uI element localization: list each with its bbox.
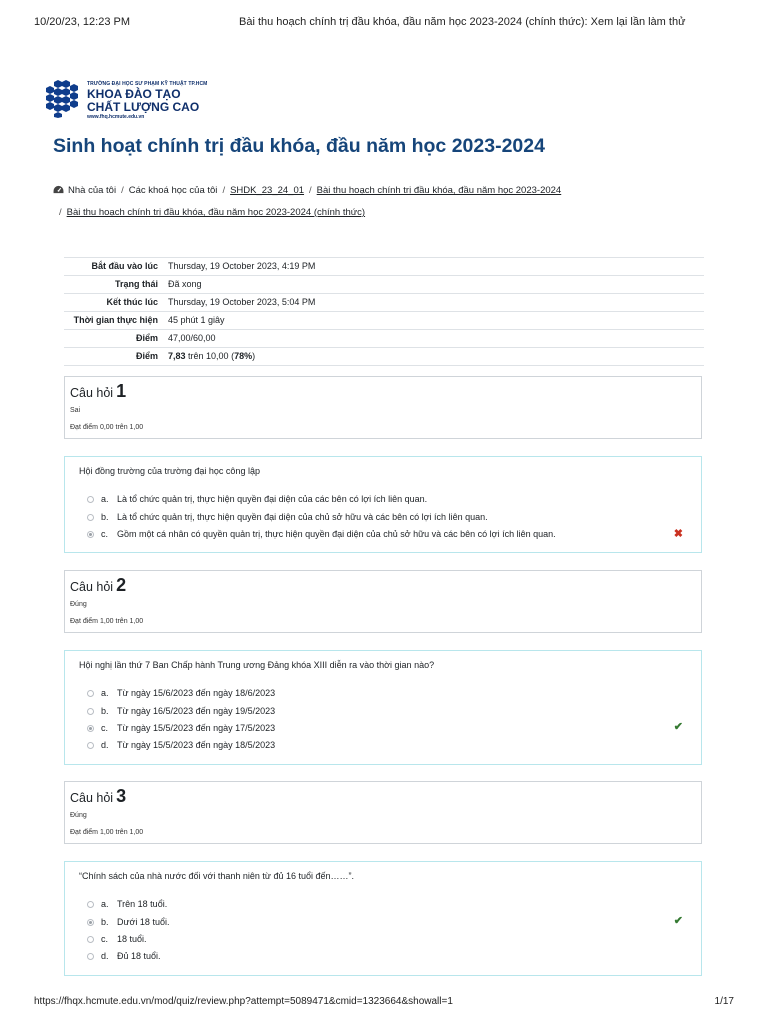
question-grade: Đạt điểm 1,00 trên 1,00	[70, 618, 144, 625]
breadcrumb-my-courses[interactable]: Các khoá học của tôi	[128, 185, 218, 196]
question-1-info	[64, 376, 702, 439]
answer-option[interactable]: b. Từ ngày 16/5/2023 đến ngày 19/5/2023	[87, 706, 275, 716]
breadcrumb-home[interactable]: Nhà của tôi	[68, 185, 117, 196]
print-url: https://fhqx.hcmute.edu.vn/mod/quiz/review.php?attempt=5089471&cmid=1323664&showall=1	[34, 996, 453, 1007]
summary-row: Bắt đầu vào lúc Thursday, 19 October 2023, 4:19 PM	[64, 258, 704, 276]
answer-option[interactable]: d. Đủ 18 tuổi.	[87, 951, 161, 961]
answer-option[interactable]: b. Dưới 18 tuổi.	[87, 917, 169, 927]
summary-row: Thời gian thực hiện 45 phút 1 giây	[64, 312, 704, 330]
answer-option[interactable]: c. Từ ngày 15/5/2023 đến ngày 17/5/2023	[87, 723, 275, 733]
radio-button-selected[interactable]	[87, 919, 94, 926]
check-icon: ✔	[673, 721, 683, 733]
breadcrumb: Nhà của tôi / Các khoá học của tôi / SHDK_23_24_01 / Bài thu hoạch chính trị đầu khóa, đầu năm học 2023-2024 / Bài thu hoạch chính trị đầu khóa, đầu năm học 2023-2024 (chính thức)	[53, 180, 713, 202]
question-2-content	[64, 650, 702, 765]
question-number: Câu hỏi 2	[70, 575, 127, 595]
breadcrumb-section[interactable]: Bài thu hoạch chính trị đầu khóa, đầu năm học 2023-2024	[316, 185, 562, 196]
question-grade: Đạt điểm 1,00 trên 1,00	[70, 829, 144, 836]
question-text: Hội nghị lần thứ 7 Ban Chấp hành Trung ương Đảng khóa XIII diễn ra vào thời gian nào?	[79, 660, 435, 670]
radio-button-selected[interactable]	[87, 725, 94, 732]
answer-option[interactable]: b. Là tổ chức quản trị, thực hiện quyền đại diện của chủ sở hữu và các bên có lợi ích liên quan.	[87, 512, 488, 522]
question-2-info	[64, 570, 702, 633]
cross-icon: ✖	[673, 528, 683, 540]
print-page-number: 1/17	[714, 996, 734, 1007]
logo-university-name: TRƯỜNG ĐẠI HỌC SƯ PHẠM KỸ THUẬT TP.HCM	[87, 81, 208, 87]
question-text: “Chính sách của nhà nước đối với thanh niên từ đủ 16 tuổi đến……”.	[79, 871, 355, 881]
attempt-summary-table	[64, 257, 704, 366]
breadcrumb-course[interactable]: SHDK_23_24_01	[230, 185, 305, 196]
question-3-content	[64, 861, 702, 976]
radio-button[interactable]	[87, 690, 94, 697]
print-doc-title: Bài thu hoạch chính trị đầu khóa, đầu năm học 2023-2024 (chính thức): Xem lại lần làm thử	[239, 16, 686, 28]
answer-option[interactable]: d. Từ ngày 15/5/2023 đến ngày 18/5/2023	[87, 740, 275, 750]
check-icon: ✔	[673, 915, 683, 927]
radio-button[interactable]	[87, 496, 94, 503]
breadcrumb-quiz[interactable]: Bài thu hoạch chính trị đầu khóa, đầu năm học 2023-2024 (chính thức)	[66, 207, 366, 218]
print-timestamp: 10/20/23, 12:23 PM	[34, 16, 131, 28]
radio-button[interactable]	[87, 514, 94, 521]
answer-option[interactable]: c. 18 tuổi.	[87, 934, 147, 944]
question-state: Sai	[70, 407, 81, 414]
question-grade: Đạt điểm 0,00 trên 1,00	[70, 424, 144, 431]
question-3-info	[64, 781, 702, 844]
radio-button[interactable]	[87, 742, 94, 749]
summary-row: Điểm 47,00/60,00	[64, 330, 704, 348]
answer-option[interactable]: a. Từ ngày 15/6/2023 đến ngày 18/6/2023	[87, 688, 275, 698]
answer-option[interactable]: c. Gồm một cá nhân có quyền quản trị, thực hiện quyền đại diện của chủ sở hữu và các bên có lợi ích liên quan.	[87, 529, 556, 539]
logo-url: www.fhq.hcmute.edu.vn	[87, 114, 145, 120]
summary-row: Trạng thái Đã xong	[64, 276, 704, 294]
summary-row: Điểm 7,83 trên 10,00 (78%)	[64, 348, 704, 366]
answer-option[interactable]: a. Là tổ chức quản trị, thực hiện quyền đại diện của các bên có lợi ích liên quan.	[87, 494, 427, 504]
radio-button[interactable]	[87, 953, 94, 960]
radio-button-selected[interactable]	[87, 531, 94, 538]
question-state: Đúng	[70, 601, 87, 608]
question-1-content	[64, 456, 702, 553]
page-title: Sinh hoạt chính trị đầu khóa, đầu năm học 2023-2024	[53, 135, 545, 157]
summary-row: Kết thúc lúc Thursday, 19 October 2023, 5:04 PM	[64, 294, 704, 312]
answer-option[interactable]: a. Trên 18 tuổi.	[87, 899, 167, 909]
radio-button[interactable]	[87, 901, 94, 908]
radio-button[interactable]	[87, 708, 94, 715]
faculty-logo[interactable]	[44, 78, 208, 122]
radio-button[interactable]	[87, 936, 94, 943]
question-number: Câu hỏi 1	[70, 381, 127, 401]
question-text: Hội đồng trường của trường đại học công lập	[79, 466, 260, 476]
logo-faculty-name: KHOA ĐÀO TẠO CHẤT LƯỢNG CAO	[87, 87, 200, 114]
hexagon-logo-icon	[44, 78, 84, 118]
question-state: Đúng	[70, 812, 87, 819]
dashboard-icon	[53, 185, 64, 194]
question-number: Câu hỏi 3	[70, 786, 127, 806]
